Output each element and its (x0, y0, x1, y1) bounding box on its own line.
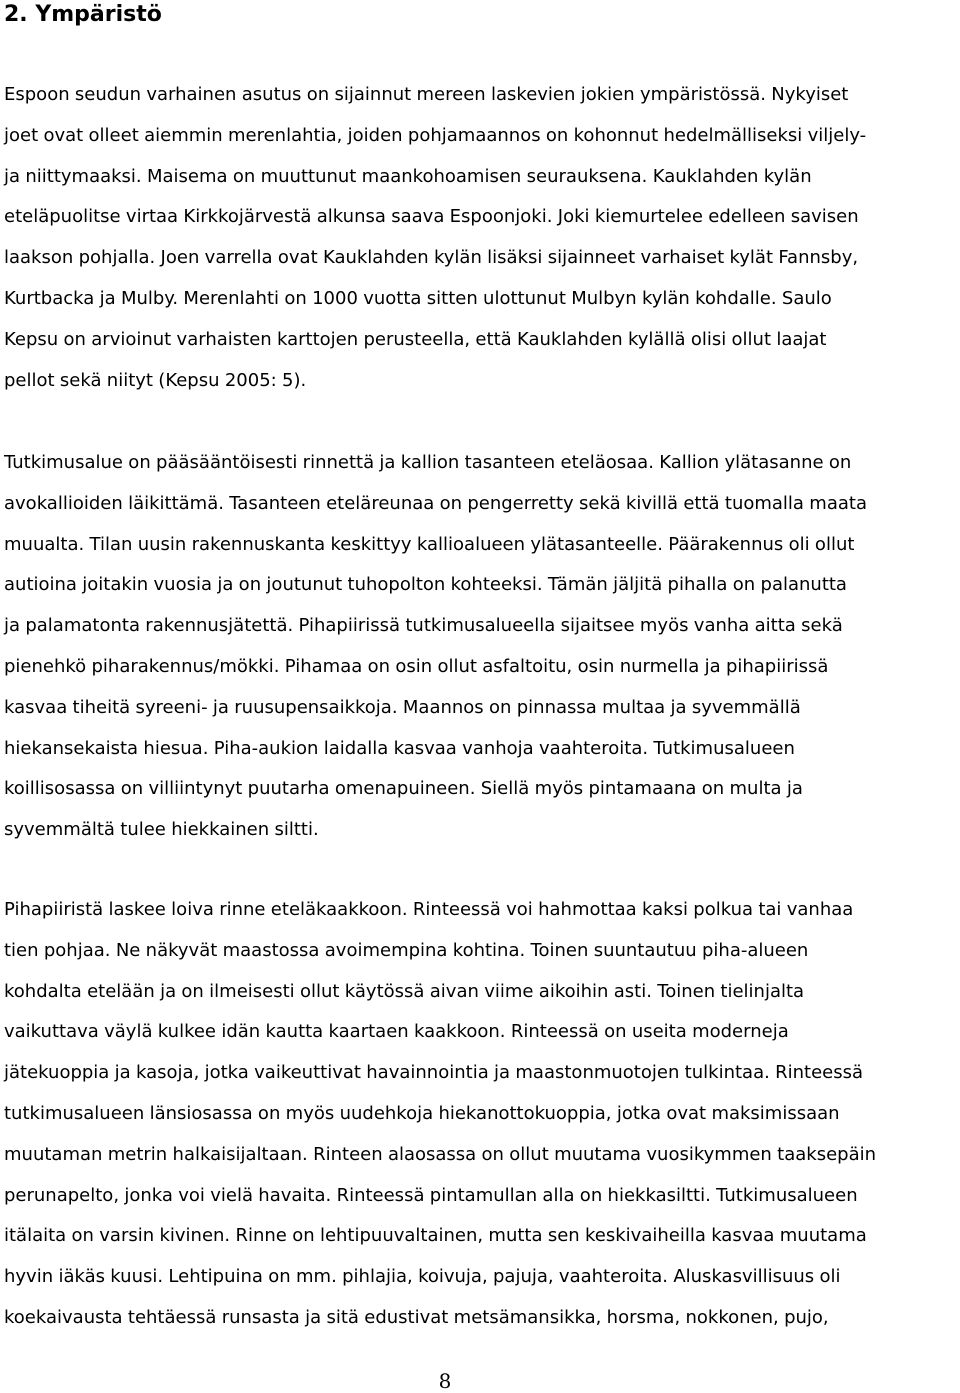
text-line: koekaivausta tehtäessä runsasta ja sitä edustivat metsämansikka, horsma, nokkonen, pujo, (4, 1306, 829, 1328)
text-line: perunapelto, jonka voi vielä havaita. Rinteessä pintamullan alla on hiekkasiltti. Tutkimusalueen (4, 1184, 858, 1206)
text-line: eteläpuolitse virtaa Kirkkojärvestä alkunsa saava Espoonjoki. Joki kiemurtelee edelleen savisen (4, 206, 859, 228)
text-line: syvemmältä tulee hiekkainen siltti. (4, 819, 319, 841)
text-line: hyvin iäkäs kuusi. Lehtipuina on mm. pihlajia, koivuja, pajuja, vaahteroita. Aluskasvillisuus oli (4, 1266, 841, 1288)
text-line: Espoon seudun varhainen asutus on sijainnut mereen laskevien jokien ympäristössä. Nykyiset (4, 84, 849, 105)
paragraph-slope (4, 890, 952, 1339)
text-line: hiekansekaista hiesua. Piha-aukion laidalla kasvaa vanhoja vaahteroita. Tutkimusalueen (4, 737, 795, 759)
text-line: muualta. Tilan uusin rakennuskanta keskittyy kallioalueen ylätasanteelle. Päärakennus oli ollut (4, 533, 855, 555)
paragraph-history (4, 75, 952, 401)
text-line: jätekuoppia ja kasoja, jotka vaikeuttivat havainnointia ja maastonmuotojen tulkintaa. Rinteessä (4, 1062, 864, 1084)
text-line: kasvaa tiheitä syreeni- ja ruusupensaikkoja. Maannos on pinnassa multaa ja syvemmällä (4, 696, 801, 718)
text-line: tien pohjaa. Ne näkyvät maastossa avoimempina kohtina. Toinen suuntautuu piha-alueen (4, 939, 809, 961)
text-line: ja palamatonta rakennusjätettä. Pihapiirissä tutkimusalueella sijaitsee myös vanha aitta sekä (4, 615, 843, 637)
text-line: koillisosassa on villiintynyt puutarha omenapuineen. Siellä myös pintamaana on multa ja (4, 778, 803, 800)
text-line: itälaita on varsin kivinen. Rinne on lehtipuuvaltainen, mutta sen keskivaiheilla kasvaa muutama (4, 1225, 867, 1247)
page-number: 8 (438, 1369, 452, 1393)
text-line: autioina joitakin vuosia ja on joutunut tuhopolton kohteeksi. Tämän jäljitä pihalla on palanutta (4, 574, 847, 596)
text-line: pienehkö piharakennus/mökki. Pihamaa on osin ollut asfaltoitu, osin nurmella ja pihapiirissä (4, 655, 829, 677)
text-line: laakson pohjalla. Joen varrella ovat Kauklahden kylän lisäksi sijainneet varhaiset kylät Fannsby, (4, 247, 859, 269)
text-line: pellot sekä niityt (Kepsu 2005: 5). (4, 369, 307, 391)
text-line: Tutkimusalue on pääsääntöisesti rinnettä ja kallion tasanteen eteläosaa. Kallion ylätasanne on (4, 452, 852, 473)
text-line: Pihapiiristä laskee loiva rinne eteläkaakkoon. Rinteessä voi hahmottaa kaksi polkua tai vanhaa (4, 899, 854, 920)
section-heading: 2. Ympäristö (4, 2, 162, 27)
text-line: tutkimusalueen länsiosassa on myös uudehkoja hiekanottokuoppia, jotka ovat maksimissaan (4, 1102, 840, 1124)
text-line: kohdalta etelään ja on ilmeisesti ollut käytössä aivan viime aikoihin asti. Toinen tielinjalta (4, 980, 805, 1002)
text-line: joet ovat olleet aiemmin merenlahtia, joiden pohjamaannos on kohonnut hedelmälliseksi viljely- (4, 124, 867, 146)
text-line: avokallioiden läikittämä. Tasanteen eteläreunaa on pengerretty sekä kivillä että tuomalla maata (4, 492, 867, 514)
text-line: ja niittymaaksi. Maisema on muuttunut maankohoamisen seurauksena. Kauklahden kylän (4, 165, 812, 187)
text-line: Kepsu on arvioinut varhaisten karttojen perusteella, että Kauklahden kylällä olisi ollut laajat (4, 328, 827, 350)
text-line: vaikuttava väylä kulkee idän kautta kaartaen kaakkoon. Rinteessä on useita moderneja (4, 1021, 789, 1043)
paragraph-study-area (4, 443, 952, 851)
text-line: muutaman metrin halkaisijaltaan. Rinteen alaosassa on ollut muutama vuosikymmen taaksepäin (4, 1143, 877, 1165)
text-line: Kurtbacka ja Mulby. Merenlahti on 1000 vuotta sitten ulottunut Mulbyn kylän kohdalle. Saulo (4, 287, 832, 309)
